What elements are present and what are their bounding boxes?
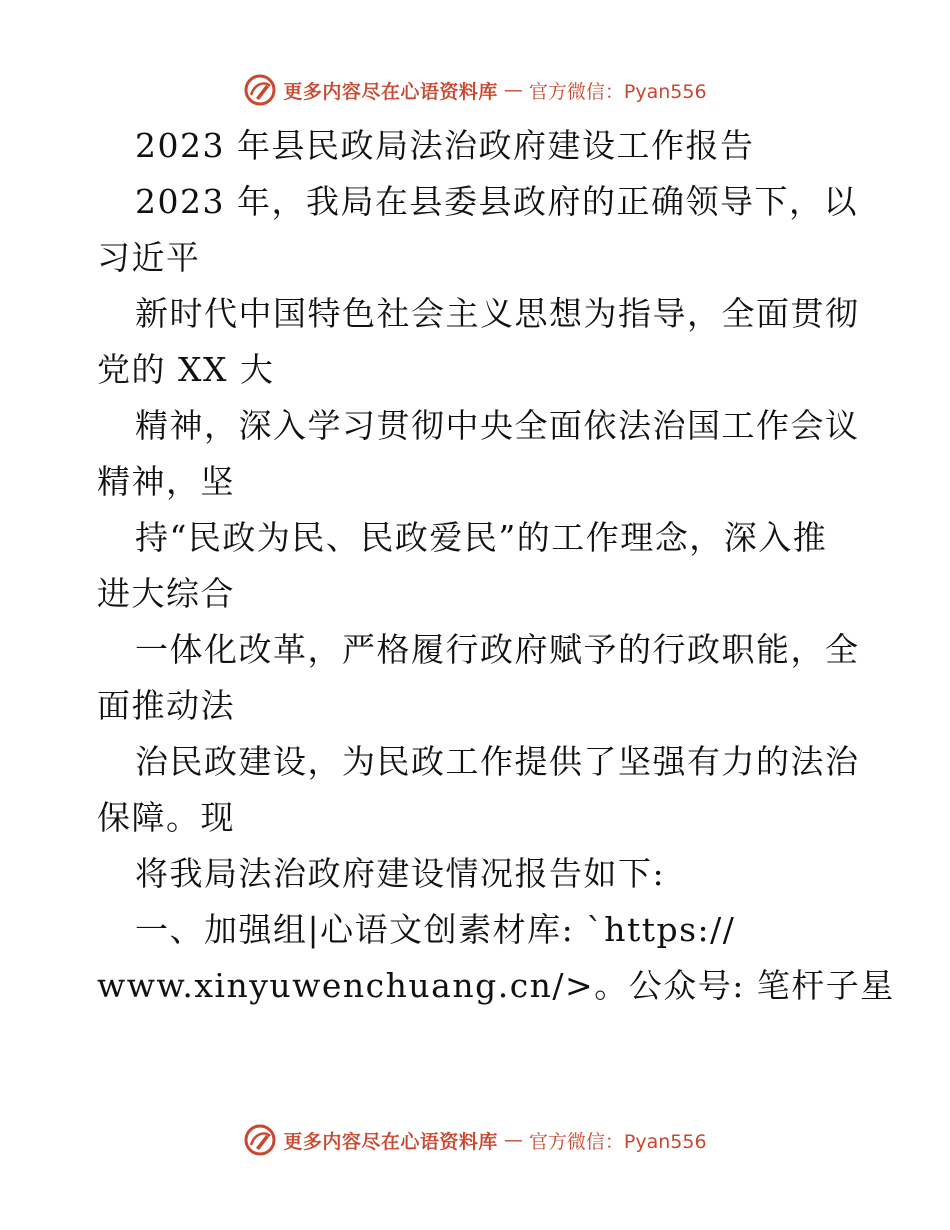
document-line: 精神，坚 [97,462,235,501]
footer-watermark-banner [0,1118,950,1162]
banner-title: 更多内容尽在心语资料库 [283,80,498,103]
header-watermark-banner [0,68,950,112]
document-body [97,118,895,1014]
document-line: 习近平 [97,238,201,277]
banner-contact: 官方微信：Pyan556 [528,1130,707,1153]
document-line: 一体化改革，严格履行政府赋予的行政职能，全 [135,630,860,669]
banner-title: 更多内容尽在心语资料库 [283,1130,498,1153]
banner-contact: 官方微信：Pyan556 [528,80,707,103]
document-line: 面推动法 [97,686,235,725]
document-line: 将我局法治政府建设情况报告如下: [135,854,666,893]
pen-swirl-logo-icon [243,1123,277,1157]
document-line: 持“民政为民、民政爱民”的工作理念，深入推 [135,518,828,557]
document-line: 进大综合 [97,574,235,613]
document-line: 一、加强组|心语文创素材库: `https:// [135,910,736,949]
document-line: www.xinyuwenchuang.cn/>。公众号: 笔杆子星 [97,966,895,1005]
document-line: 2023 年，我局在县委县政府的正确领导下，以 [135,182,858,221]
banner-separator: — [503,79,523,101]
document-line: 党的 XX 大 [97,350,275,389]
document-line: 精神，深入学习贯彻中央全面依法治国工作会议 [135,406,860,445]
document-title: 2023 年县民政局法治政府建设工作报告 [135,126,755,165]
document-line: 新时代中国特色社会主义思想为指导，全面贯彻 [135,294,860,333]
document-line: 保障。现 [97,798,235,837]
pen-swirl-logo-icon [243,73,277,107]
banner-separator: — [503,1129,523,1151]
document-line: 治民政建设，为民政工作提供了坚强有力的法治 [135,742,860,781]
